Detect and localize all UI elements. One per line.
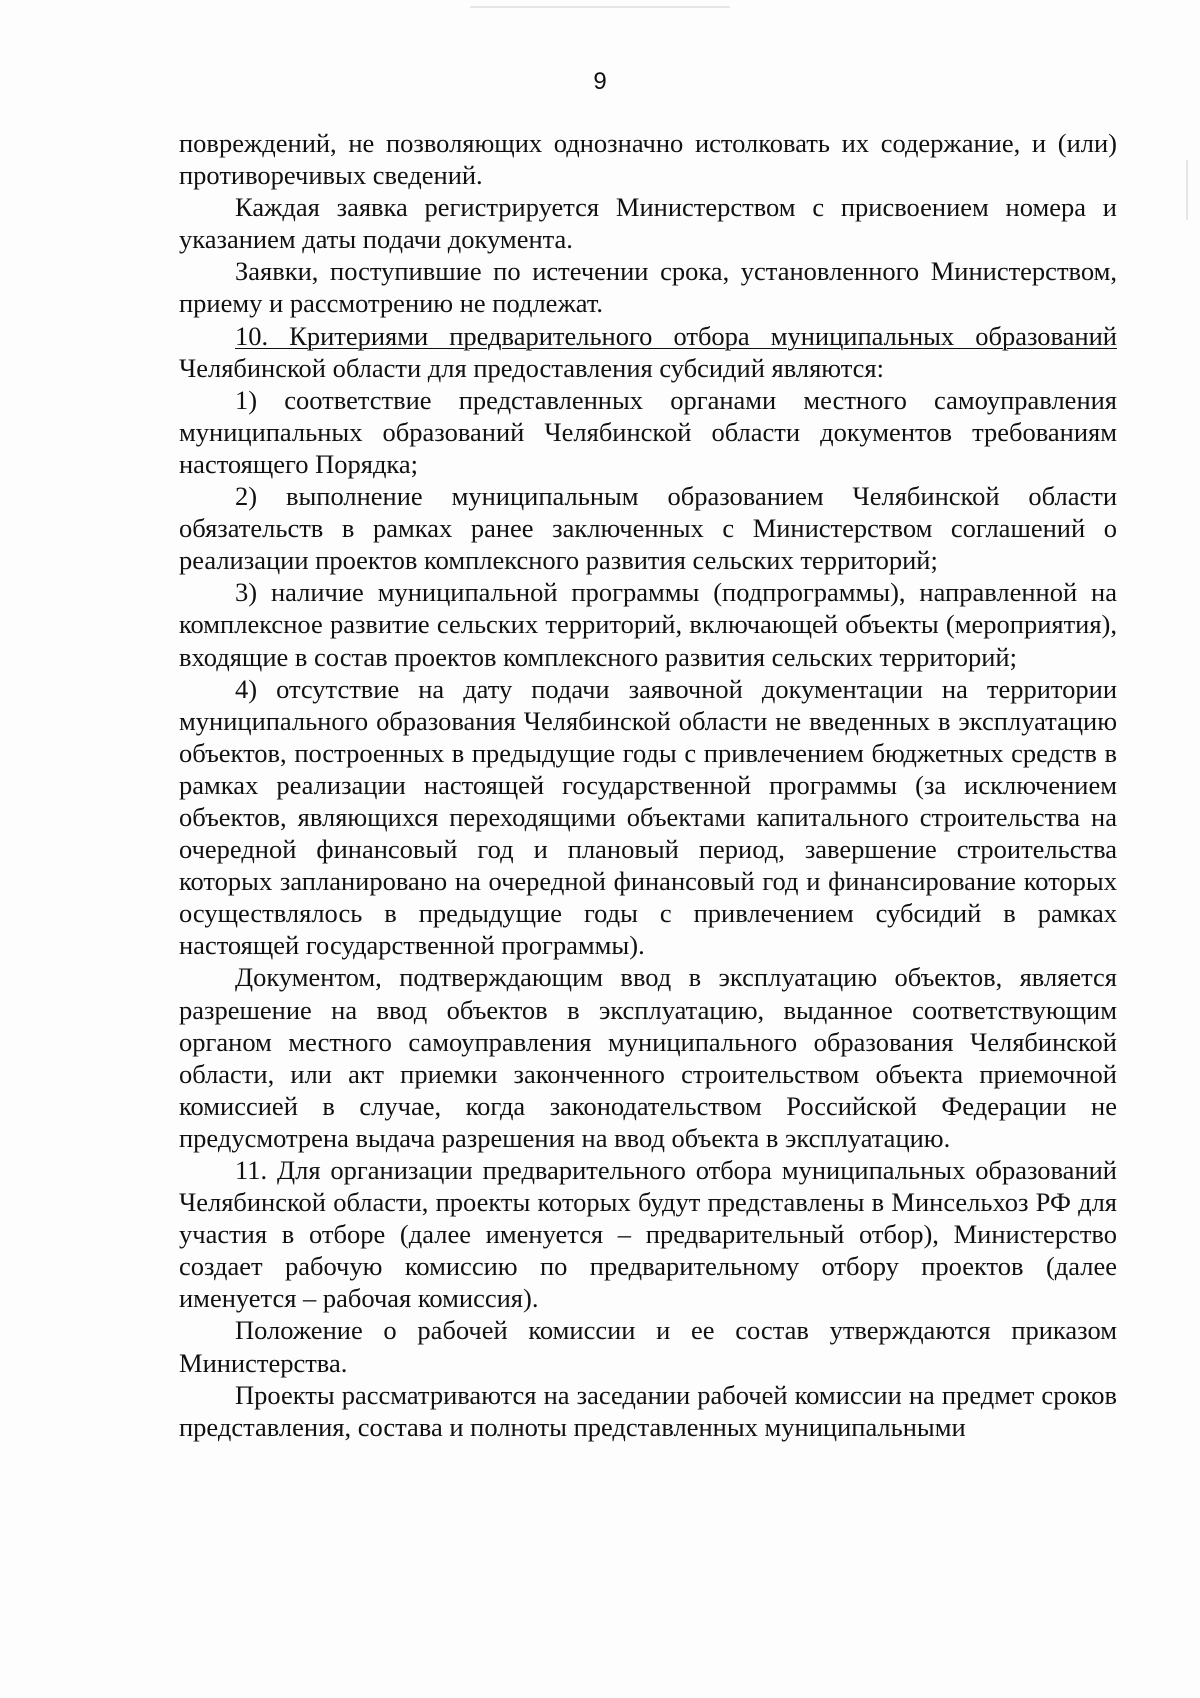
paragraph-commission-regulation: Положение о рабочей комиссии и ее состав утверждаются приказом Министерства.	[179, 1315, 1117, 1378]
page-number: 9	[593, 68, 607, 95]
scan-artifact-right	[1186, 160, 1188, 220]
criteria-heading-rest: Челябинской области для предоставления субсидий являются:	[179, 352, 884, 383]
paragraph-registration: Каждая заявка регистрируется Министерством с присвоением номера и указанием даты подачи документа.	[179, 192, 1117, 255]
paragraph-section-11: 11. Для организации предварительного отбора муниципальных образований Челябинской области, проекты которых будут представлены в Минсельхоз РФ для участия в отборе (далее именуется – предварительный отбор), Министерство создает рабочую комиссию по предварительному отбору проектов (далее именуется – рабочая комиссия).	[179, 1155, 1117, 1314]
scan-artifact-top	[470, 6, 730, 8]
criterion-3: 3) наличие муниципальной программы (подпрограммы), направленной на комплексное развитие сельских территорий, включающей объекты (мероприятия), входящие в состав проектов комплексного развития сельских территорий;	[179, 577, 1117, 672]
paragraph-commissioning-document: Документом, подтверждающим ввод в эксплуатацию объектов, является разрешение на ввод объектов в эксплуатацию, выданное соответствующим органом местного самоуправления муниципального образования Челябинской области, или акт приемки законченного строительством объекта приемочной комиссией в случае, когда законодательством Российской Федерации не предусмотрена выдача разрешения на ввод объекта в эксплуатацию.	[179, 962, 1117, 1153]
criteria-heading-underlined: 10. Критериями предварительного отбора муниципальных образований	[235, 320, 1117, 351]
paragraph-late-applications: Заявки, поступившие по истечении срока, установленного Министерством, приему и рассмотрению не подлежат.	[179, 256, 1117, 319]
paragraph-projects-review: Проекты рассматриваются на заседании рабочей комиссии на предмет сроков представления, состава и полноты представленных муниципальными	[179, 1379, 1117, 1442]
paragraph-criteria-heading	[179, 320, 1117, 384]
document-body	[179, 127, 1117, 1443]
criterion-2: 2) выполнение муниципальным образованием Челябинской области обязательств в рамках ранее заключенных с Министерством соглашений о реализации проектов комплексного развития сельских территорий;	[179, 481, 1117, 576]
paragraph-continuation: повреждений, не позволяющих однозначно истолковать их содержание, и (или) противоречивых сведений.	[179, 128, 1117, 191]
criterion-1: 1) соответствие представленных органами местного самоуправления муниципальных образований Челябинской области документов требованиям настоящего Порядка;	[179, 384, 1117, 479]
criterion-4: 4) отсутствие на дату подачи заявочной документации на территории муниципального образования Челябинской области не введенных в эксплуатацию объектов, построенных в предыдущие годы с привлечением бюджетных средств в рамках реализации настоящей государственной программы (за исключением объектов, являющихся переходящими объектами капитального строительства на очередной финансовый год и плановый период, завершение строительства которых запланировано на очередной финансовый год и финансирование которых осуществлялось в предыдущие годы с привлечением субсидий в рамках настоящей государственной программы).	[179, 673, 1117, 961]
